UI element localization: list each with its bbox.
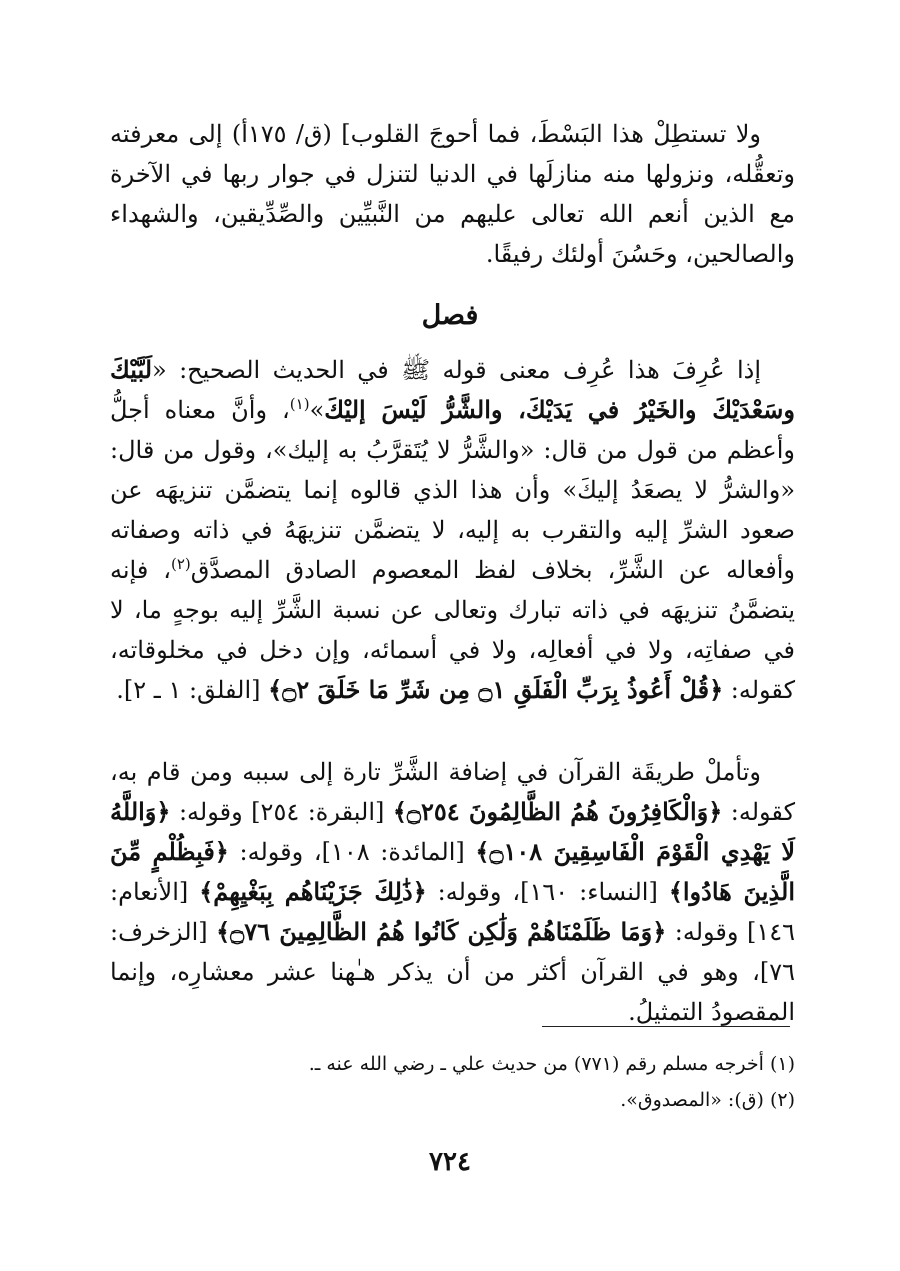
footnotes	[110, 1046, 795, 1118]
paragraph-2-part-c: ، وأنَّ معناه أجلُّ وأعظم من قول من قال: «والشَّرُّ لا يُتَقرَّبُ به إليك»، وقول من قال: «والشرُّ لا يصعَدُ إليكَ» وأن هذا الذي قالوه إنما يتضمَّن تنزيهَه عن صعود الشرِّ إليه والتقرب به إليه، لا يتضمَّن تنزيهَهُ في ذاته وصفاته وأفعاله عن الشَّرِّ، بخلاف لفظ المعصوم الصادق المصدَّق	[110, 396, 795, 584]
quran-verse-nisa: ﴿فَبِظُلْمٍ مِّنَ الَّذِينَ هَادُوا﴾	[110, 837, 796, 906]
footnote-ref-1[interactable]: (١)	[289, 395, 310, 413]
quran-verse-maidah: ﴿وَاللَّهُ لَا يَهْدِي الْقَوْمَ الْفَاسِقِينَ ۝١٠٨﴾	[110, 797, 796, 866]
paragraph-3-text	[110, 752, 795, 1032]
verse-reference-falaq: [الفلق: ١ ـ ٢].	[116, 676, 269, 704]
page-number: ٧٢٤	[429, 1147, 471, 1177]
quran-verse-anam: ﴿ذَٰلِكَ جَزَيْنَاهُم بِبَغْيِهِمْ﴾	[199, 877, 427, 906]
footnote-1: (١) أخرجه مسلم رقم (٧٧١) من حديث علي ـ رضي الله عنه ـ.	[308, 1053, 795, 1075]
hadith-quote: لَبَّيْكَ وسَعْدَيْكَ والخَيْرُ في يَدَيْكَ، والشَّرُّ لَيْسَ إليْكَ	[110, 355, 795, 424]
footnote-ref-2[interactable]: (٢)	[170, 555, 191, 573]
paragraph-2-part-a: إذا عُرِفَ هذا عُرِف معنى قوله ﷺ في الحديث الصحيح: «	[152, 356, 762, 384]
quran-verse-zukhruf: ﴿وَمَا ظَلَمْنَاهُمْ وَلَٰكِن كَانُوا هُمُ الظَّالِمِينَ ۝٧٦﴾	[216, 917, 667, 946]
verse-reference-anam: [الأنعام: ١٤٦] وقوله:	[110, 878, 795, 946]
paragraph-1	[110, 114, 795, 274]
verse-reference-maidah: [المائدة: ١٠٨]، وقوله:	[228, 838, 476, 866]
paragraph-3-part-a: وتأملْ طريقَة القرآن في إضافة الشَّرِّ تارة إلى سببه ومن قام به، كقوله:	[110, 758, 795, 826]
section-heading: فصل	[421, 300, 479, 331]
paragraph-2-text	[110, 350, 795, 710]
paragraph-3	[110, 752, 795, 1032]
paragraph-2-part-d: ، فإنه يتضمَّنُ تنزيهَه في ذاته تبارك وتعالى عن نسبة الشَّرِّ إليه بوجهٍ ما، لا في صفاتِه، ولا في أفعالِه، ولا في أسمائه، وإن دخل في مخلوقاته، كقوله:	[110, 556, 795, 704]
quran-verse-falaq: ﴿قُلْ أَعُوذُ بِرَبِّ الْفَلَقِ ۝١ مِن شَرِّ مَا خَلَقَ ۝٢﴾	[268, 675, 724, 704]
footnote-divider	[542, 1026, 790, 1027]
paragraph-2-part-b: »	[309, 396, 325, 424]
paragraph-2	[110, 350, 795, 710]
footnote-2: (٢) (ق): «المصدوق».	[620, 1089, 795, 1111]
verse-reference-baqarah: [البقرة: ٢٥٤] وقوله:	[170, 798, 393, 826]
paragraph-1-text: ولا تستطِلْ هذا البَسْطَ، فما أحوجَ القلوب] (ق/ ١٧٥أ) إلى معرفته وتعقُّله، ونزولها منه منازلَها في الدنيا لتنزل في جوار ربها في الآخرة مع الذين أنعم الله تعالى عليهم من النَّبيِّين والصِّدِّيقين، والشهداء والصالحين، وحَسُنَ أولئك رفيقًا.	[110, 120, 795, 268]
verse-reference-nisa: [النساء: ١٦٠]، وقوله:	[426, 878, 669, 906]
verse-reference-zukhruf: [الزخرف: ٧٦]، وهو في القرآن أكثر من أن يذكر هـٰهنا عشر معشارِه، وإنما المقصودُ التمثيلُ.	[110, 918, 795, 1026]
quran-verse-baqarah: ﴿وَالْكَافِرُونَ هُمُ الظَّالِمُونَ ۝٢٥٤﴾	[392, 797, 723, 826]
